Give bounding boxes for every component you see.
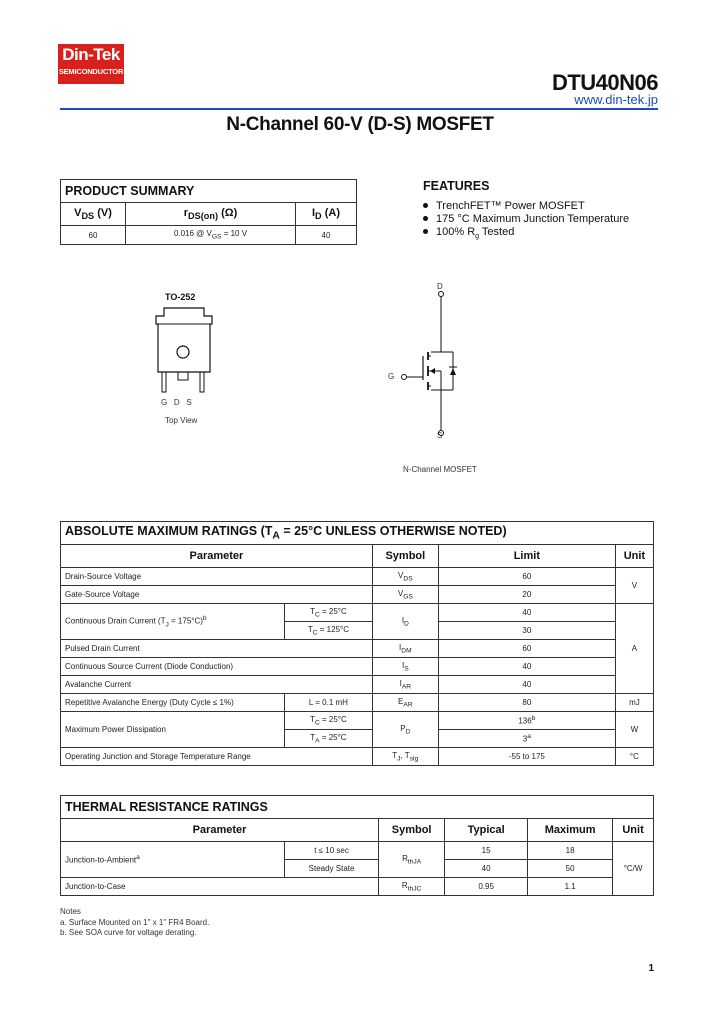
table-row: Junction-to-Ambient$^a$ t ≤ 10 sec $R_{thJA}$ 15 18 °C/W (61, 842, 654, 860)
bullet-icon (423, 216, 428, 221)
document-title: N-Channel 60-V (D-S) MOSFET (226, 114, 494, 135)
bullet-icon (423, 203, 428, 208)
company-logo (58, 44, 124, 84)
col-rds: $r_{DS(on)}$ (Ω) (126, 203, 296, 226)
col-typical: Typical (445, 819, 528, 842)
col-parameter: Parameter (61, 819, 379, 842)
col-unit: Unit (615, 545, 653, 568)
schematic-caption: N-Channel MOSFET (403, 465, 477, 474)
col-unit: Unit (613, 819, 654, 842)
package-name: TO-252 (165, 292, 196, 302)
absolute-max-ratings-table (60, 521, 654, 766)
package-drawing (150, 302, 220, 402)
feature-item: 100% $R_g$ Tested (423, 226, 514, 240)
table-row: Gate-Source Voltage $V_{GS}$ 20 (61, 586, 654, 604)
col-vds: $V_{DS}$ (V) (61, 203, 126, 226)
bullet-icon (423, 229, 428, 234)
package-pins: G D S (161, 398, 192, 407)
col-parameter: Parameter (61, 545, 373, 568)
col-id: $I_D$ (A) (296, 203, 357, 226)
vds-value: 60 (61, 226, 126, 245)
mosfet-symbol (395, 290, 475, 440)
notes (60, 907, 209, 939)
table-row: $T_C = 125^\circ C$ 30 (61, 622, 654, 640)
note-a: a. Surface Mounted on 1" x 1" FR4 Board. (60, 917, 210, 927)
rds-value: 0.016 @ $V_{GS} = 10$ V (126, 226, 296, 245)
id-value: 40 (296, 226, 357, 245)
logo-subtitle: SEMICONDUCTOR (58, 67, 124, 76)
table-row: Continuous Source Current (Diode Conduction) $I_S$ 40 (61, 658, 654, 676)
table-row: $T_A = 25^\circ C$ 3$^a$ (61, 730, 654, 748)
package-view-label: Top View (165, 416, 198, 425)
logo-name: Din-Tek (62, 45, 120, 64)
feature-item: 175 °C Maximum Junction Temperature (423, 213, 629, 225)
page-number: 1 (648, 963, 654, 974)
features-title: FEATURES (423, 179, 490, 193)
table-row: Maximum Power Dissipation $T_C = 25^\circ C$ $P_D$ 136$^b$ W (61, 712, 654, 730)
col-symbol: Symbol (372, 545, 438, 568)
note-b: b. See SOA curve for voltage derating. (60, 928, 197, 937)
thermal-resistance-table (60, 795, 654, 896)
table-row: Junction-to-Case $R_{thJC}$ 0.95 1.1 (61, 878, 654, 896)
col-maximum: Maximum (528, 819, 613, 842)
table-row: Pulsed Drain Current $I_{DM}$ 60 (61, 640, 654, 658)
part-number: DTU40N06 (551, 70, 658, 95)
notes-title: Notes (60, 907, 81, 916)
table-row: Drain-Source Voltage $V_{DS}$ 60 V (61, 568, 654, 586)
product-summary-title: PRODUCT SUMMARY (61, 180, 357, 203)
table-row: Steady State 40 50 (61, 860, 654, 878)
source-label: S (437, 431, 443, 440)
table-row: Avalanche Current $I_{AR}$ 40 (61, 676, 654, 694)
abs-max-title: ABSOLUTE MAXIMUM RATINGS ($T_A = 25^\circ C$ UNLESS OTHERWISE NOTED) (61, 522, 654, 545)
header-divider (60, 108, 658, 110)
feature-item: TrenchFET™ Power MOSFET (423, 200, 585, 212)
product-summary-table (60, 179, 357, 245)
col-limit: Limit (438, 545, 615, 568)
drain-label: D (437, 282, 443, 291)
table-row: Operating Junction and Storage Temperature Range $T_J$, $T_{stg}$ -55 to 175 °C (61, 748, 654, 766)
table-row: Continuous Drain Current $(T_J = 175^\circ C)^b$ $T_C = 25^\circ C$ $I_D$ 40 A (61, 604, 654, 622)
col-symbol: Symbol (379, 819, 445, 842)
thermal-title: THERMAL RESISTANCE RATINGS (61, 796, 654, 819)
website-link[interactable]: www.din-tek.jp (574, 92, 658, 107)
gate-label: G (388, 372, 395, 381)
table-row: Repetitive Avalanche Energy (Duty Cycle ≤ 1%) L = 0.1 mH $E_{AR}$ 80 mJ (61, 694, 654, 712)
